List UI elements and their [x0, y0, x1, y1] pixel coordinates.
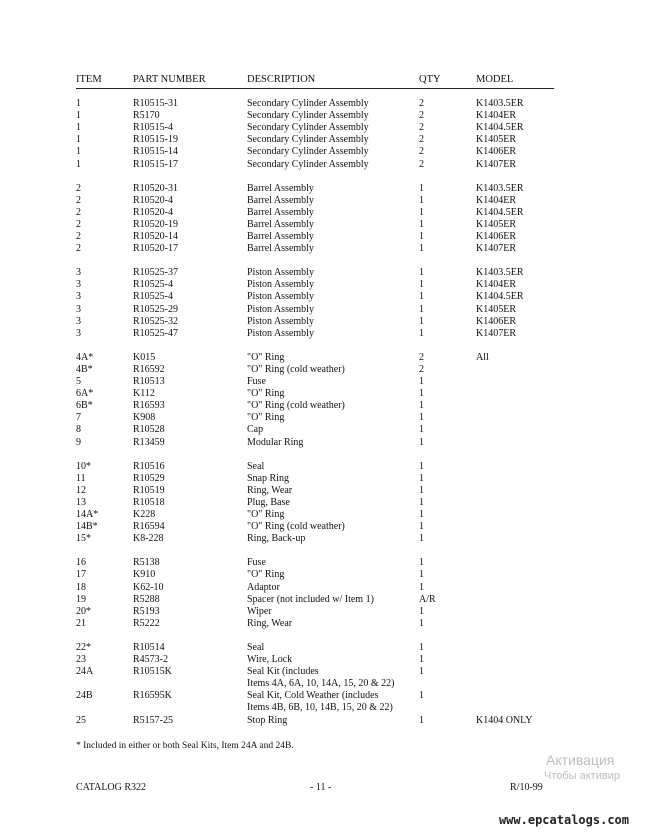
cell-item: 24A: [76, 666, 94, 678]
cell-part: R13459: [133, 436, 165, 448]
cell-item: 10*: [76, 460, 91, 472]
cell-part: R5157-25: [133, 714, 173, 726]
cell-desc: Piston Assembly: [247, 291, 314, 303]
cell-part: R10515K: [133, 666, 172, 678]
cell-desc: Seal: [247, 460, 265, 472]
cell-qty: 1: [419, 412, 424, 424]
table-row: [0, 400, 647, 412]
cell-part: R10519: [133, 484, 165, 496]
cell-qty: 1: [419, 315, 424, 327]
cell-desc: "O" Ring (cold weather): [247, 363, 345, 375]
cell-qty: 1: [419, 194, 424, 206]
cell-qty: 1: [419, 460, 424, 472]
cell-model: K1403.5ER: [476, 182, 524, 194]
cell-part: R10514: [133, 641, 165, 653]
table-row: [0, 461, 647, 473]
cell-qty: 1: [419, 641, 424, 653]
cell-model: K1405ER: [476, 303, 516, 315]
cell-desc: "O" Ring (cold weather): [247, 521, 345, 533]
table-row: [0, 509, 647, 521]
cell-item: 9: [76, 436, 81, 448]
cell-desc: Snap Ring: [247, 472, 289, 484]
cell-desc: Secondary Cylinder Assembly: [247, 158, 369, 170]
cell-item: 6A*: [76, 388, 94, 400]
cell-desc: Seal Kit (includes: [247, 666, 319, 678]
cell-qty: 1: [419, 303, 424, 315]
cell-qty: 1: [419, 400, 424, 412]
cell-qty: 1: [419, 509, 424, 520]
watermark-line-2: Чтобы активир: [544, 770, 620, 782]
table-row: [0, 678, 647, 690]
cell-desc: Piston Assembly: [247, 327, 314, 339]
cell-qty: 1: [419, 243, 424, 255]
cell-part: R10525-32: [133, 315, 178, 327]
cell-desc: Plug, Base: [247, 496, 290, 508]
table-row: [0, 134, 647, 146]
cell-qty: 2: [419, 134, 424, 146]
cell-model: K1403.5ER: [476, 98, 524, 109]
cell-part: R10515-17: [133, 158, 178, 170]
cell-part: K8-228: [133, 533, 164, 545]
footnote: * Included in either or both Seal Kits, Item 24A and 24B.: [76, 741, 294, 751]
cell-desc: "O" Ring: [247, 509, 285, 520]
site-url: www.epcatalogs.com: [498, 813, 629, 827]
cell-item: 25: [76, 714, 86, 726]
cell-desc: Spacer (not included w/ Item 1): [247, 593, 374, 605]
cell-qty: 1: [419, 605, 424, 617]
catalog-label: CATALOG R322: [76, 782, 147, 793]
cell-model: K1404ER: [476, 110, 516, 122]
table-row: [0, 388, 647, 400]
table-row: [0, 279, 647, 291]
cell-qty: 1: [419, 376, 424, 387]
cell-item: 15*: [76, 533, 91, 545]
cell-item: 7: [76, 412, 81, 424]
table-row: [0, 497, 647, 509]
watermark-line-1: Активация: [546, 752, 615, 768]
cell-qty: 1: [419, 231, 424, 242]
table-row: [0, 437, 647, 449]
cell-desc: "O" Ring (cold weather): [247, 400, 345, 412]
cell-qty: 2: [419, 351, 424, 363]
cell-item: 3: [76, 315, 81, 327]
cell-qty: 1: [419, 557, 424, 569]
cell-desc: "O" Ring: [247, 351, 285, 363]
cell-qty: 1: [419, 654, 424, 665]
cell-part: R5138: [133, 557, 160, 569]
activation-watermark: [546, 752, 620, 782]
cell-desc: Secondary Cylinder Assembly: [247, 110, 369, 122]
cell-desc: Items 4B, 6B, 10, 14B, 15, 20 & 22): [247, 702, 393, 714]
table-row: [0, 159, 647, 171]
cell-desc: Barrel Assembly: [247, 218, 314, 230]
table-row: [0, 485, 647, 497]
cell-model: K1405ER: [476, 134, 516, 146]
cell-model: K1406ER: [476, 146, 516, 158]
cell-model: K1404ER: [476, 279, 516, 291]
cell-model: K1407ER: [476, 243, 516, 255]
cell-part: R10516: [133, 460, 165, 472]
cell-item: 1: [76, 98, 81, 109]
cell-part: R5222: [133, 617, 160, 629]
cell-qty: 1: [419, 327, 424, 339]
table-row: [0, 231, 647, 243]
cell-desc: Ring, Back-up: [247, 533, 306, 545]
cell-desc: Barrel Assembly: [247, 182, 314, 194]
cell-item: 22*: [76, 641, 91, 653]
cell-model: All: [476, 351, 489, 363]
cell-model: K1404 ONLY: [476, 714, 533, 726]
cell-qty: 1: [419, 569, 424, 581]
table-row: [0, 582, 647, 594]
cell-model: K1404ER: [476, 194, 516, 206]
cell-part: R10525-47: [133, 327, 178, 339]
cell-qty: 2: [419, 158, 424, 170]
cell-desc: "O" Ring: [247, 388, 285, 400]
cell-qty: A/R: [419, 593, 436, 605]
table-row: [0, 557, 647, 569]
cell-part: R10520-14: [133, 231, 178, 242]
table-row: [0, 569, 647, 581]
cell-item: 3: [76, 267, 81, 279]
cell-desc: Piston Assembly: [247, 267, 314, 279]
cell-item: 21: [76, 617, 86, 629]
table-row: [0, 98, 647, 110]
cell-part: R16595K: [133, 690, 172, 702]
header-item: ITEM: [76, 74, 102, 85]
cell-item: 24B: [76, 690, 93, 702]
cell-desc: Adaptor: [247, 581, 280, 593]
cell-desc: Cap: [247, 424, 264, 436]
cell-item: 2: [76, 206, 81, 218]
cell-item: 2: [76, 231, 81, 242]
cell-part: R10518: [133, 496, 165, 508]
cell-part: R16593: [133, 400, 165, 412]
table-row: [0, 316, 647, 328]
cell-item: 4B*: [76, 363, 93, 375]
cell-part: R16592: [133, 363, 165, 375]
cell-part: R10520-31: [133, 182, 178, 194]
cell-qty: 1: [419, 291, 424, 303]
cell-qty: 1: [419, 617, 424, 629]
cell-part: R10525-4: [133, 279, 173, 291]
cell-part: R10520-4: [133, 194, 173, 206]
cell-part: K908: [133, 412, 156, 424]
table-row: [0, 183, 647, 195]
cell-part: R10528: [133, 424, 165, 436]
table-row: [0, 412, 647, 424]
header-qty: QTY: [419, 74, 441, 85]
page-number: - 11 -: [310, 782, 332, 793]
table-row: [0, 267, 647, 279]
cell-qty: 2: [419, 122, 424, 134]
cell-item: 1: [76, 134, 81, 146]
cell-desc: Ring, Wear: [247, 617, 293, 629]
cell-part: R10515-19: [133, 134, 178, 146]
cell-model: K1404.5ER: [476, 206, 524, 218]
table-row: [0, 533, 647, 545]
cell-part: R10525-4: [133, 291, 173, 303]
cell-part: K112: [133, 388, 155, 400]
cell-desc: Secondary Cylinder Assembly: [247, 122, 369, 134]
cell-model: K1407ER: [476, 327, 516, 339]
table-row: [0, 207, 647, 219]
cell-item: 18: [76, 581, 86, 593]
table-row: [0, 328, 647, 340]
table-row: [0, 304, 647, 316]
cell-item: 3: [76, 327, 81, 339]
cell-item: 3: [76, 291, 81, 303]
cell-part: R16594: [133, 521, 165, 533]
cell-part: R10520-19: [133, 218, 178, 230]
cell-desc: Seal Kit, Cold Weather (includes: [247, 690, 379, 702]
cell-part: R5193: [133, 605, 160, 617]
table-row: [0, 690, 647, 702]
cell-desc: Barrel Assembly: [247, 194, 314, 206]
cell-qty: 1: [419, 533, 424, 545]
cell-item: 3: [76, 279, 81, 291]
table-row: [0, 219, 647, 231]
table-header: [76, 74, 554, 89]
table-row: [0, 606, 647, 618]
cell-model: K1407ER: [476, 158, 516, 170]
cell-qty: 1: [419, 388, 424, 400]
cell-item: 17: [76, 569, 86, 581]
header-model: MODEL: [476, 74, 514, 85]
cell-desc: Secondary Cylinder Assembly: [247, 134, 369, 146]
cell-qty: 1: [419, 496, 424, 508]
cell-qty: 2: [419, 146, 424, 158]
revision-label: R/10-99: [510, 782, 543, 793]
cell-model: K1405ER: [476, 218, 516, 230]
cell-part: R10515-14: [133, 146, 178, 158]
cell-part: K015: [133, 351, 156, 363]
cell-part: R5170: [133, 110, 160, 122]
cell-part: R10529: [133, 472, 165, 484]
cell-model: K1406ER: [476, 231, 516, 242]
cell-part: K62-10: [133, 581, 164, 593]
table-row: [0, 122, 647, 134]
table-row: [0, 594, 647, 606]
cell-item: 13: [76, 496, 86, 508]
cell-item: 19: [76, 593, 86, 605]
cell-part: R10515-4: [133, 122, 173, 134]
table-row: [0, 702, 647, 714]
table-row: [0, 654, 647, 666]
cell-desc: "O" Ring: [247, 569, 285, 581]
cell-qty: 2: [419, 363, 424, 375]
cell-desc: Piston Assembly: [247, 315, 314, 327]
cell-model: K1403.5ER: [476, 267, 524, 279]
cell-desc: Barrel Assembly: [247, 243, 314, 255]
cell-qty: 1: [419, 279, 424, 291]
cell-desc: Ring, Wear: [247, 484, 293, 496]
cell-item: 4A*: [76, 351, 94, 363]
cell-desc: Seal: [247, 641, 265, 653]
cell-part: K228: [133, 509, 156, 520]
cell-part: R10520-4: [133, 206, 173, 218]
cell-qty: 1: [419, 666, 424, 678]
table-row: [0, 364, 647, 376]
cell-part: R4573-2: [133, 654, 168, 665]
cell-item: 2: [76, 218, 81, 230]
cell-qty: 1: [419, 690, 424, 702]
cell-item: 14B*: [76, 521, 98, 533]
cell-desc: Wire, Lock: [247, 654, 293, 665]
cell-part: K910: [133, 569, 156, 581]
table-row: [0, 110, 647, 122]
table-row: [0, 195, 647, 207]
cell-part: R10520-17: [133, 243, 178, 255]
cell-qty: 1: [419, 436, 424, 448]
table-row: [0, 376, 647, 388]
cell-desc: Items 4A, 6A, 10, 14A, 15, 20 & 22): [247, 678, 395, 690]
cell-qty: 1: [419, 218, 424, 230]
cell-item: 3: [76, 303, 81, 315]
cell-qty: 2: [419, 98, 424, 109]
table-row: [0, 666, 647, 678]
cell-desc: Secondary Cylinder Assembly: [247, 146, 369, 158]
cell-qty: 1: [419, 472, 424, 484]
cell-desc: Fuse: [247, 376, 266, 387]
cell-item: 2: [76, 194, 81, 206]
cell-part: R10525-37: [133, 267, 178, 279]
cell-desc: Stop Ring: [247, 714, 288, 726]
cell-desc: Piston Assembly: [247, 279, 314, 291]
cell-item: 16: [76, 557, 86, 569]
cell-qty: 2: [419, 110, 424, 122]
cell-qty: 1: [419, 424, 424, 436]
cell-qty: 1: [419, 581, 424, 593]
cell-item: 23: [76, 654, 86, 665]
cell-item: 14A*: [76, 509, 99, 520]
cell-qty: 1: [419, 182, 424, 194]
cell-model: K1404.5ER: [476, 122, 524, 134]
cell-part: R10525-29: [133, 303, 178, 315]
cell-desc: "O" Ring: [247, 412, 285, 424]
cell-item: 1: [76, 122, 81, 134]
table-row: [0, 424, 647, 436]
table-row: [0, 352, 647, 364]
header-description: DESCRIPTION: [247, 74, 316, 85]
cell-item: 1: [76, 110, 81, 122]
cell-desc: Barrel Assembly: [247, 206, 314, 218]
table-row: [0, 715, 647, 727]
table-row: [0, 146, 647, 158]
cell-item: 11: [76, 472, 86, 484]
table-row: [0, 243, 647, 255]
cell-part: R10513: [133, 376, 165, 387]
table-row: [0, 642, 647, 654]
table-row: [0, 618, 647, 630]
cell-qty: 1: [419, 714, 424, 726]
cell-qty: 1: [419, 206, 424, 218]
cell-item: 1: [76, 158, 81, 170]
cell-model: K1406ER: [476, 315, 516, 327]
cell-item: 20*: [76, 605, 91, 617]
cell-item: 2: [76, 243, 81, 255]
cell-item: 12: [76, 484, 86, 496]
table-row: [0, 521, 647, 533]
table-row: [0, 473, 647, 485]
cell-model: K1404.5ER: [476, 291, 524, 303]
cell-item: 6B*: [76, 400, 93, 412]
cell-desc: Modular Ring: [247, 436, 304, 448]
cell-item: 8: [76, 424, 81, 436]
cell-desc: Fuse: [247, 557, 266, 569]
cell-desc: Piston Assembly: [247, 303, 314, 315]
cell-desc: Barrel Assembly: [247, 231, 314, 242]
table-row: [0, 291, 647, 303]
cell-qty: 1: [419, 267, 424, 279]
cell-qty: 1: [419, 484, 424, 496]
cell-desc: Secondary Cylinder Assembly: [247, 98, 369, 109]
header-part-number: PART NUMBER: [133, 74, 206, 85]
cell-qty: 1: [419, 521, 424, 533]
cell-part: R10515-31: [133, 98, 178, 109]
cell-desc: Wiper: [247, 605, 272, 617]
cell-item: 1: [76, 146, 81, 158]
cell-item: 5: [76, 376, 81, 387]
cell-part: R5288: [133, 593, 160, 605]
cell-item: 2: [76, 182, 81, 194]
